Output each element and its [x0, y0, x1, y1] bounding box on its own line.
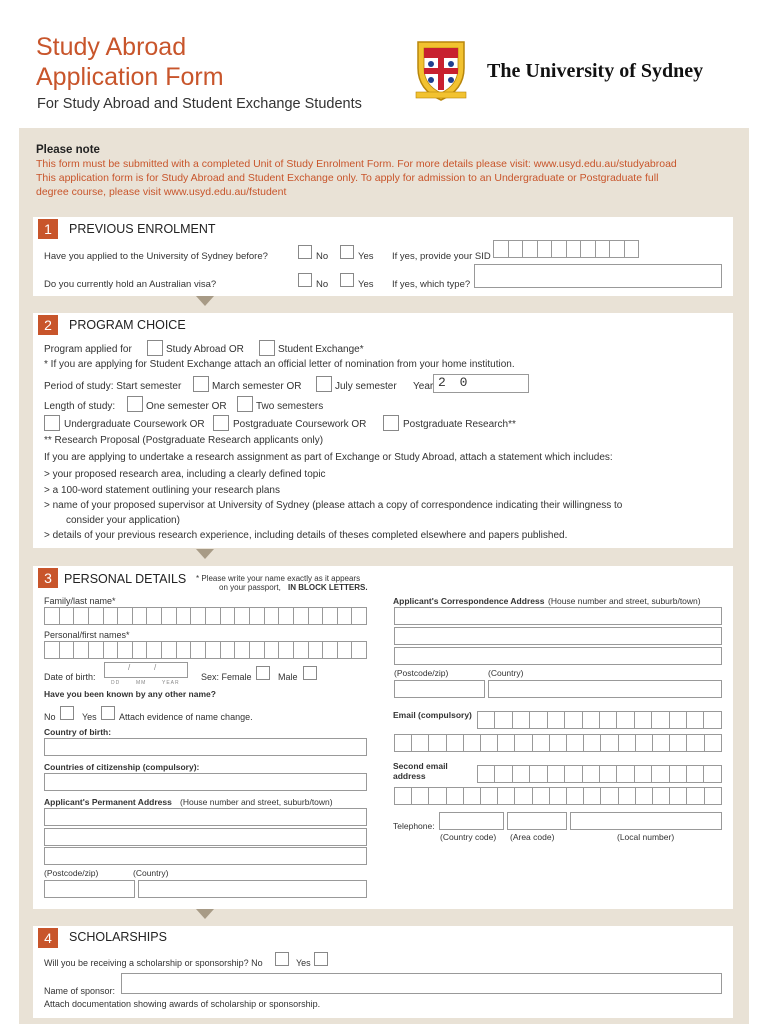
university-crest-icon	[412, 38, 470, 102]
local-number-hint: (Local number)	[617, 832, 675, 842]
name-note-block-letters: IN BLOCK LETTERS.	[288, 583, 368, 592]
section-2-number: 2	[38, 315, 58, 335]
second-email-label-1: Second email	[393, 761, 448, 771]
correspondence-address-line-3[interactable]	[394, 647, 722, 665]
sponsor-name-label: Name of sponsor:	[44, 986, 116, 996]
postgrad-coursework-label: Postgraduate Coursework OR	[233, 419, 367, 430]
note-line2: This application form is for Study Abroad and Student Exchange only. To apply for admission to an Undergraduate or Postgraduate full	[36, 172, 659, 184]
dob-year-hint: YEAR	[162, 680, 180, 686]
visa-no-label: No	[316, 279, 329, 290]
dob-mm-hint: MM	[136, 680, 147, 686]
dob-label: Date of birth:	[44, 672, 96, 682]
permanent-postcode-input[interactable]	[44, 880, 135, 898]
section-3-title: PERSONAL DETAILS	[64, 572, 187, 586]
one-semester-label: One semester OR	[146, 401, 227, 412]
visa-no-checkbox[interactable]	[298, 273, 312, 287]
applied-before-no-checkbox[interactable]	[298, 245, 312, 259]
correspondence-postcode-input[interactable]	[394, 680, 485, 698]
permanent-address-label: Applicant's Permanent Address	[44, 797, 172, 807]
telephone-local-number-input[interactable]	[570, 812, 722, 830]
research-bullet-1: > your proposed research area, including a clearly defined topic	[44, 469, 326, 480]
visa-question: Do you currently hold an Australian visa?	[44, 279, 217, 290]
visa-type-input[interactable]	[474, 264, 722, 288]
correspondence-address-label: Applicant's Correspondence Address	[393, 596, 545, 606]
scholarship-question: Will you be receiving a scholarship or sponsorship? No	[44, 958, 263, 968]
citizenship-input[interactable]	[44, 773, 367, 791]
dob-dd-hint: DD	[111, 680, 121, 686]
dob-slash-1: /	[128, 663, 131, 672]
correspondence-address-hint: (House number and street, suburb/town)	[548, 596, 701, 606]
undergrad-coursework-label: Undergraduate Coursework OR	[64, 419, 205, 430]
form-subtitle: For Study Abroad and Student Exchange Students	[37, 96, 362, 112]
note-line1: This form must be submitted with a completed Unit of Study Enrolment Form. For more details please visit: www.usyd.edu.au/studyabroad	[36, 158, 677, 170]
correspondence-country-input[interactable]	[488, 680, 722, 698]
two-semesters-checkbox[interactable]	[237, 396, 253, 412]
research-proposal-note: ** Research Proposal (Postgraduate Research applicants only)	[44, 435, 324, 446]
sex-female-checkbox[interactable]	[256, 666, 270, 680]
permanent-country-input[interactable]	[138, 880, 367, 898]
research-bullet-4: > details of your previous research experience, including details of theses completed elsewhere and papers published.	[44, 530, 568, 541]
telephone-country-code-input[interactable]	[439, 812, 504, 830]
other-name-no-checkbox[interactable]	[60, 706, 74, 720]
section-divider-arrow	[196, 909, 214, 919]
second-email-input-row-1[interactable]	[477, 765, 722, 783]
country-code-hint: (Country code)	[440, 832, 497, 842]
postgrad-research-label: Postgraduate Research**	[403, 419, 516, 430]
research-bullet-2: > a 100-word statement outlining your research plans	[44, 485, 280, 496]
undergrad-coursework-checkbox[interactable]	[44, 415, 60, 431]
form-title-line2: Application Form	[36, 63, 224, 91]
family-name-input[interactable]	[44, 607, 367, 625]
other-name-question: Have you been known by any other name?	[44, 689, 216, 699]
country-of-birth-label: Country of birth:	[44, 727, 112, 737]
permanent-address-line-3[interactable]	[44, 847, 367, 865]
permanent-address-hint: (House number and street, suburb/town)	[180, 797, 333, 807]
applied-before-yes-label: Yes	[358, 251, 374, 262]
sex-female-label: Sex: Female	[201, 672, 252, 682]
postgrad-research-checkbox[interactable]	[383, 415, 399, 431]
other-name-yes-label: Yes	[82, 712, 97, 722]
sex-male-checkbox[interactable]	[303, 666, 317, 680]
email-input-row-1[interactable]	[477, 711, 722, 729]
second-email-label-2: address	[393, 771, 426, 781]
visa-yes-checkbox[interactable]	[340, 273, 354, 287]
sid-input[interactable]	[493, 240, 639, 258]
scholarship-attach-note: Attach documentation showing awards of scholarship or sponsorship.	[44, 999, 321, 1009]
note-line3: degree course, please visit www.usyd.edu.au/fstudent	[36, 186, 287, 198]
visa-yes-label: Yes	[358, 279, 374, 290]
research-intro: If you are applying to undertake a research assignment as part of Exchange or Study Abroad, attach a statement which includes:	[44, 452, 613, 463]
july-semester-checkbox[interactable]	[316, 376, 332, 392]
scholarship-yes-label: Yes	[296, 958, 311, 968]
year-value: 2 0	[438, 375, 471, 390]
area-code-hint: (Area code)	[510, 832, 555, 842]
visa-type-label: If yes, which type?	[392, 279, 471, 290]
correspondence-country-label: (Country)	[488, 668, 524, 678]
scholarship-yes-checkbox[interactable]	[314, 952, 328, 966]
section-1-number: 1	[38, 219, 58, 239]
student-exchange-checkbox[interactable]	[259, 340, 275, 356]
email-label: Email (compulsory)	[393, 710, 472, 720]
program-applied-label: Program applied for	[44, 344, 132, 355]
permanent-postcode-label: (Postcode/zip)	[44, 868, 99, 878]
name-note-1: * Please write your name exactly as it appears	[196, 574, 361, 583]
correspondence-address-line-2[interactable]	[394, 627, 722, 645]
applied-before-question: Have you applied to the University of Sydney before?	[44, 251, 268, 262]
student-exchange-label: Student Exchange*	[278, 344, 364, 355]
telephone-area-code-input[interactable]	[507, 812, 567, 830]
section-4-number: 4	[38, 928, 58, 948]
correspondence-address-line-1[interactable]	[394, 607, 722, 625]
dob-slash-2: /	[154, 663, 157, 672]
other-name-no-label: No	[44, 712, 56, 722]
dob-input[interactable]	[104, 662, 188, 678]
period-label: Period of study: Start semester	[44, 381, 182, 392]
study-abroad-label: Study Abroad OR	[166, 344, 244, 355]
sponsor-name-input[interactable]	[121, 973, 722, 994]
march-semester-label: March semester OR	[212, 381, 302, 392]
year-label: Year	[413, 381, 434, 392]
permanent-address-line-2[interactable]	[44, 828, 367, 846]
section-divider-arrow	[196, 296, 214, 306]
exchange-note: * If you are applying for Student Exchange attach an official letter of nomination from your home institution.	[44, 359, 515, 370]
permanent-country-label: (Country)	[133, 868, 169, 878]
section-1-title: PREVIOUS ENROLMENT	[69, 222, 216, 236]
citizenship-label: Countries of citizenship (compulsory):	[44, 762, 200, 772]
section-divider-arrow	[196, 549, 214, 559]
correspondence-postcode-label: (Postcode/zip)	[394, 668, 449, 678]
research-bullet-3: > name of your proposed supervisor at University of Sydney (please attach a copy of correspondence indicating their willingness to	[44, 500, 623, 511]
research-bullet-3-cont: consider your application)	[66, 515, 180, 526]
postgrad-coursework-checkbox[interactable]	[213, 415, 229, 431]
section-2-title: PROGRAM CHOICE	[69, 318, 186, 332]
length-label: Length of study:	[44, 401, 116, 412]
permanent-address-line-1[interactable]	[44, 808, 367, 826]
note-heading: Please note	[36, 144, 100, 156]
country-of-birth-input[interactable]	[44, 738, 367, 756]
second-email-input-row-2[interactable]	[394, 787, 722, 805]
first-names-input[interactable]	[44, 641, 367, 659]
two-semesters-label: Two semesters	[256, 401, 324, 412]
applied-before-no-label: No	[316, 251, 329, 262]
email-input-row-2[interactable]	[394, 734, 722, 752]
sid-label: If yes, provide your SID	[392, 251, 491, 262]
one-semester-checkbox[interactable]	[127, 396, 143, 412]
form-title-line1: Study Abroad	[36, 33, 187, 61]
july-semester-label: July semester	[335, 381, 397, 392]
name-change-evidence-note: Attach evidence of name change.	[119, 712, 253, 722]
applied-before-yes-checkbox[interactable]	[340, 245, 354, 259]
sex-male-label: Male	[278, 672, 298, 682]
first-names-label: Personal/first names*	[44, 630, 130, 640]
section-3-number: 3	[38, 568, 58, 588]
university-name: The University of Sydney	[487, 60, 704, 82]
section-4-title: SCHOLARSHIPS	[69, 930, 167, 944]
scholarship-no-checkbox[interactable]	[275, 952, 289, 966]
name-note-2: on your passport,	[219, 583, 281, 592]
other-name-yes-checkbox[interactable]	[101, 706, 115, 720]
telephone-label: Telephone:	[393, 821, 435, 831]
march-semester-checkbox[interactable]	[193, 376, 209, 392]
family-name-label: Family/last name*	[44, 596, 116, 606]
study-abroad-checkbox[interactable]	[147, 340, 163, 356]
